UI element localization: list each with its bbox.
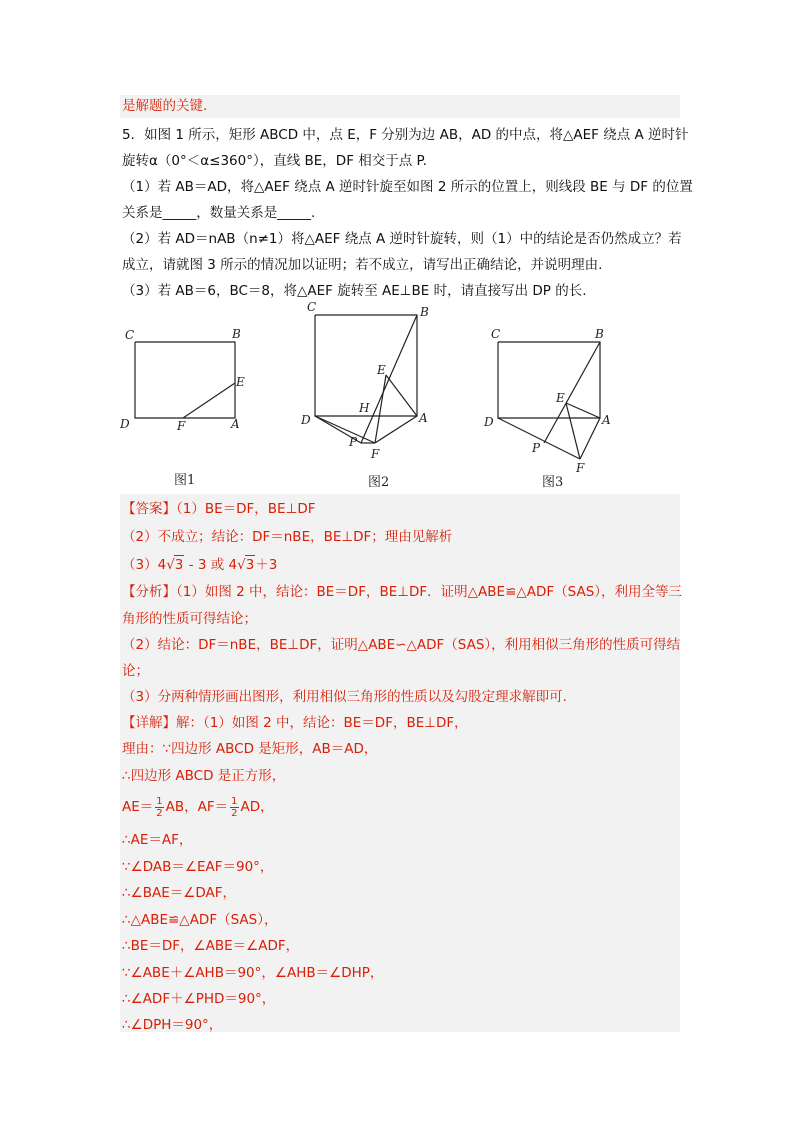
fig3-caption: 图3 bbox=[542, 475, 564, 490]
question-3: （3）若 AB＝6，BC＝8，将△AEF 旋转至 AE⊥BE 时，请直接写出 DP 的长. bbox=[122, 283, 587, 299]
figure-3 bbox=[478, 320, 618, 475]
fig2-label-b: B bbox=[420, 305, 429, 319]
detail-line-5: ∴AE＝AF， bbox=[122, 832, 193, 848]
detail-text-1: 解：（1）如图 2 中，结论：BE＝DF，BE⊥DF， bbox=[176, 715, 468, 731]
problem-stem-2: 旋转α（0°＜α≤360°），直线 BE，DF 相交于点 P. bbox=[122, 153, 427, 169]
detail-line-4-b: AB，AF＝ bbox=[165, 799, 229, 815]
fig3-line-ef bbox=[566, 403, 580, 459]
fig2-line-ea bbox=[386, 375, 417, 416]
question-1-line-2: 关系是_____，数量关系是_____. bbox=[122, 205, 316, 221]
fig3-label-b: B bbox=[595, 327, 604, 341]
detail-line-9: ∴BE＝DF，∠ABE＝∠ADF， bbox=[122, 938, 300, 954]
answer-3-middle: - 3 或 4 bbox=[184, 557, 238, 573]
fig2-label-a: A bbox=[419, 411, 428, 425]
sqrt-sign: √ bbox=[166, 557, 175, 573]
answer-3 bbox=[122, 555, 277, 574]
answer-1: （1）BE＝DF，BE⊥DF bbox=[176, 501, 316, 517]
fig2-caption: 图2 bbox=[368, 475, 390, 490]
fig3-line-ea bbox=[566, 403, 600, 418]
fraction-denominator: 2 bbox=[231, 807, 238, 819]
fig1-label-a: A bbox=[231, 417, 240, 431]
fig3-label-c: C bbox=[491, 327, 501, 341]
fig1-label-d: D bbox=[120, 417, 130, 431]
fig2-label-d: D bbox=[301, 413, 311, 427]
fig1-segment-ef bbox=[183, 383, 235, 418]
fig1-rectangle bbox=[135, 342, 235, 418]
question-2-line-2: 成立，请就图 3 所示的情况加以证明；若不成立，请写出正确结论，并说明理由. bbox=[122, 257, 603, 273]
problem-stem-1: 5．如图 1 所示，矩形 ABCD 中，点 E，F 分别为边 AB，AD 的中点，将△AEF 绕点 A 逆时针 bbox=[122, 127, 689, 143]
question-1-line-1: （1）若 AB＝AD，将△AEF 绕点 A 逆时针旋至如图 2 所示的位置上，则线段 BE 与 DF 的位置 bbox=[122, 179, 693, 195]
detail-line-12: ∴∠DPH＝90°， bbox=[122, 1017, 223, 1033]
answer-3-radicand-1: 3 bbox=[174, 557, 184, 573]
fraction-numerator: 1 bbox=[156, 795, 163, 807]
detail-line-4-c: AD， bbox=[240, 799, 274, 815]
detail-line-3: ∴四边形 ABCD 是正方形， bbox=[122, 768, 286, 784]
fig3-line-fa bbox=[580, 418, 600, 459]
fig3-label-p: P bbox=[532, 441, 541, 455]
fig2-label-p: P bbox=[349, 435, 358, 449]
fig2-line-fa bbox=[375, 416, 417, 443]
detail-line-7: ∴∠BAE＝∠DAF， bbox=[122, 885, 236, 901]
analysis-text-1: （1）如图 2 中，结论：BE＝DF，BE⊥DF．证明△ABE≌△ADF（SAS），利用全等三 bbox=[176, 584, 683, 600]
fig3-rectangle bbox=[498, 342, 600, 418]
detail-line-4-a: AE＝ bbox=[122, 799, 154, 815]
analysis-line-5: （3）分两种情形画出图形，利用相似三角形的性质以及勾股定理求解即可. bbox=[122, 689, 567, 705]
fig1-label-e: E bbox=[236, 375, 245, 389]
fig3-label-a: A bbox=[602, 413, 611, 427]
fig2-line-ef bbox=[375, 375, 386, 443]
answer-3-radicand-2: 3 bbox=[245, 557, 255, 573]
fig3-label-d: D bbox=[484, 415, 494, 429]
analysis-line-3: （2）结论：DF＝nBE，BE⊥DF，证明△ABE∽△ADF（SAS），利用相似三角形的性质可得结 bbox=[122, 637, 681, 653]
fig3-label-f: F bbox=[576, 461, 585, 475]
figure-1 bbox=[115, 320, 255, 440]
analysis-line-4: 论； bbox=[122, 663, 149, 679]
fig1-label-b: B bbox=[232, 327, 241, 341]
answer-line-1 bbox=[122, 500, 316, 518]
fig3-label-e: E bbox=[556, 391, 565, 405]
answer-tag: 【答案】 bbox=[122, 501, 176, 517]
fig2-label-h: H bbox=[359, 401, 370, 415]
answer-2: （2）不成立；结论：DF＝nBE，BE⊥DF；理由见解析 bbox=[122, 529, 453, 545]
fig2-label-c: C bbox=[307, 300, 317, 314]
answer-3-prefix: （3）4 bbox=[122, 557, 167, 573]
question-2-line-1: （2）若 AD＝nAB（n≠1）将△AEF 绕点 A 逆时针旋转，则（1）中的结论是否仍然成立？若 bbox=[122, 231, 682, 247]
detail-tag: 【详解】 bbox=[122, 715, 176, 731]
detail-line-8: ∴△ABE≌△ADF（SAS）， bbox=[122, 912, 278, 928]
detail-line-11: ∴∠ADF＋∠PHD＝90°， bbox=[122, 991, 276, 1007]
fig2-line-df bbox=[315, 416, 375, 443]
fraction-half bbox=[230, 796, 238, 819]
sqrt-sign: √ bbox=[237, 557, 246, 573]
fraction-denominator: 2 bbox=[156, 807, 163, 819]
fraction-numerator: 1 bbox=[231, 795, 238, 807]
fig1-caption: 图1 bbox=[174, 473, 196, 488]
fig2-label-f: F bbox=[371, 447, 380, 461]
analysis-line-1 bbox=[122, 583, 682, 601]
answer-3-suffix: ＋3 bbox=[255, 557, 278, 573]
analysis-tag: 【分析】 bbox=[122, 584, 176, 600]
detail-line-6: ∵∠DAB＝∠EAF＝90°， bbox=[122, 859, 274, 875]
fraction-half bbox=[155, 796, 163, 819]
analysis-line-2: 角形的性质可得结论； bbox=[122, 611, 257, 627]
detail-line-4 bbox=[122, 795, 274, 819]
top-line: 是解题的关键. bbox=[122, 98, 208, 114]
fig2-label-e: E bbox=[377, 363, 386, 377]
detail-line-10: ∵∠ABE＋∠AHB＝90°，∠AHB＝∠DHP， bbox=[122, 965, 384, 981]
figure-2 bbox=[295, 298, 445, 466]
detail-line-2: 理由：∵四边形 ABCD 是矩形，AB＝AD， bbox=[122, 741, 378, 757]
detail-line-1 bbox=[122, 714, 468, 732]
fig1-label-c: C bbox=[125, 328, 135, 342]
fig1-label-f: F bbox=[177, 419, 186, 433]
